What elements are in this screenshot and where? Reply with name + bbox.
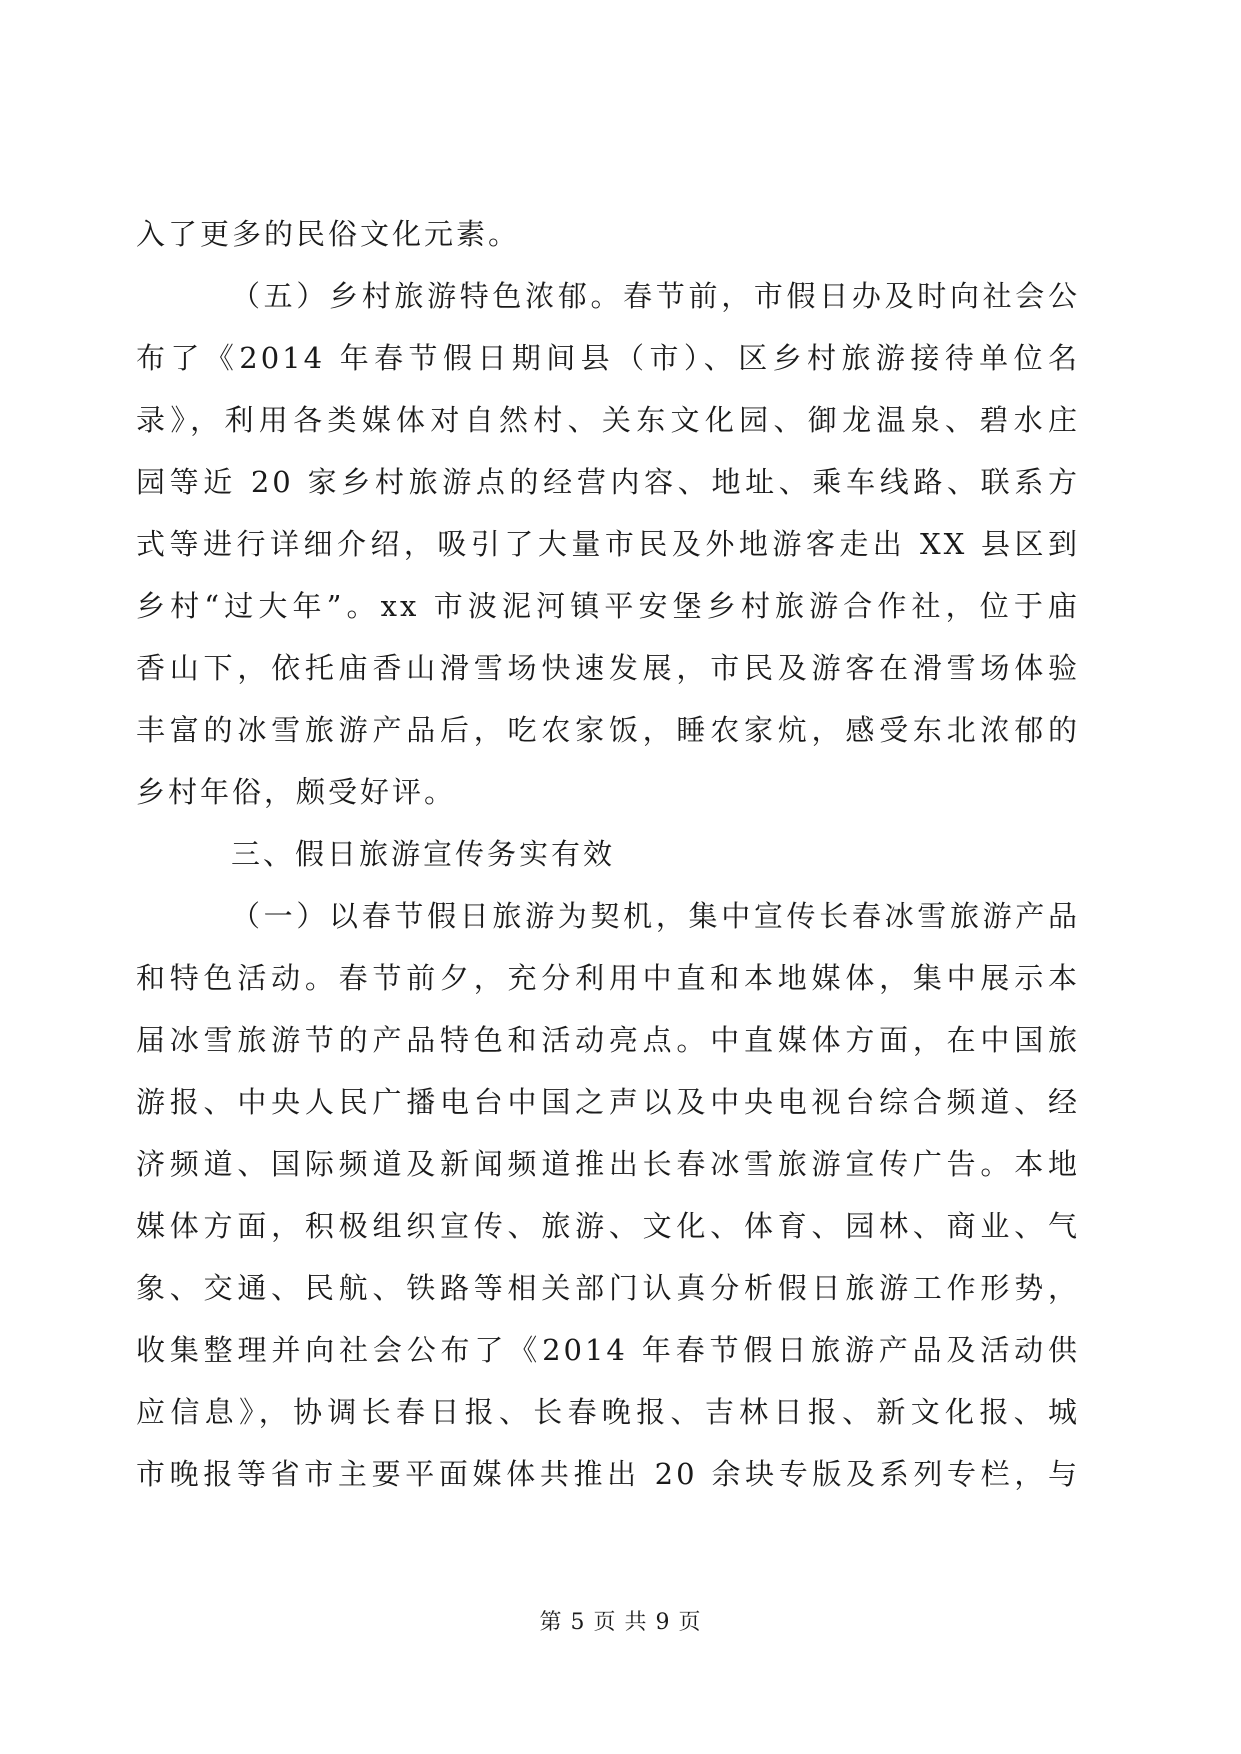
paragraph-line: （五）乡村旅游特色浓郁。春节前，市假日办及时向社会公 [231, 279, 1080, 313]
paragraph-line: 市晚报等省市主要平面媒体共推出 20 余块专版及系列专栏，与 [136, 1457, 1080, 1491]
paragraph-line: 应信息》，协调长春日报、长春晚报、吉林日报、新文化报、城 [136, 1395, 1080, 1429]
paragraph-line: 收集整理并向社会公布了《2014 年春节假日旅游产品及活动供 [136, 1333, 1080, 1367]
paragraph-line: 乡村年俗，颇受好评。 [136, 775, 457, 809]
paragraph-line: 香山下，依托庙香山滑雪场快速发展，市民及游客在滑雪场体验 [136, 651, 1080, 685]
paragraph-line: （一）以春节假日旅游为契机，集中宣传长春冰雪旅游产品 [231, 899, 1080, 933]
paragraph-line: 届冰雪旅游节的产品特色和活动亮点。中直媒体方面，在中国旅 [136, 1023, 1080, 1057]
document-body [136, 203, 1080, 1505]
paragraph-line: 入了更多的民俗文化元素。 [136, 217, 521, 251]
page-footer: 第 5 页 共 9 页 [539, 1610, 702, 1635]
paragraph-line: 丰富的冰雪旅游产品后，吃农家饭，睡农家炕，感受东北浓郁的 [136, 713, 1080, 747]
paragraph-line: 布了《2014 年春节假日期间县（市）、区乡村旅游接待单位名 [136, 341, 1080, 375]
paragraph-line: 象、交通、民航、铁路等相关部门认真分析假日旅游工作形势， [136, 1271, 1080, 1305]
paragraph-line: 园等近 20 家乡村旅游点的经营内容、地址、乘车线路、联系方 [136, 465, 1080, 499]
paragraph-line: 游报、中央人民广播电台中国之声以及中央电视台综合频道、经 [136, 1085, 1080, 1119]
paragraph-line: 式等进行详细介绍，吸引了大量市民及外地游客走出 XX 县区到 [136, 527, 1080, 561]
paragraph-line: 媒体方面，积极组织宣传、旅游、文化、体育、园林、商业、气 [136, 1209, 1080, 1243]
paragraph-line: 乡村“过大年”。xx 市波泥河镇平安堡乡村旅游合作社，位于庙 [136, 589, 1080, 623]
paragraph-line: 和特色活动。春节前夕，充分利用中直和本地媒体，集中展示本 [136, 961, 1080, 995]
paragraph-line: 录》，利用各类媒体对自然村、关东文化园、御龙温泉、碧水庄 [136, 403, 1080, 437]
section-heading: 三、假日旅游宣传务实有效 [231, 837, 616, 871]
paragraph-line: 济频道、国际频道及新闻频道推出长春冰雪旅游宣传广告。本地 [136, 1147, 1080, 1181]
